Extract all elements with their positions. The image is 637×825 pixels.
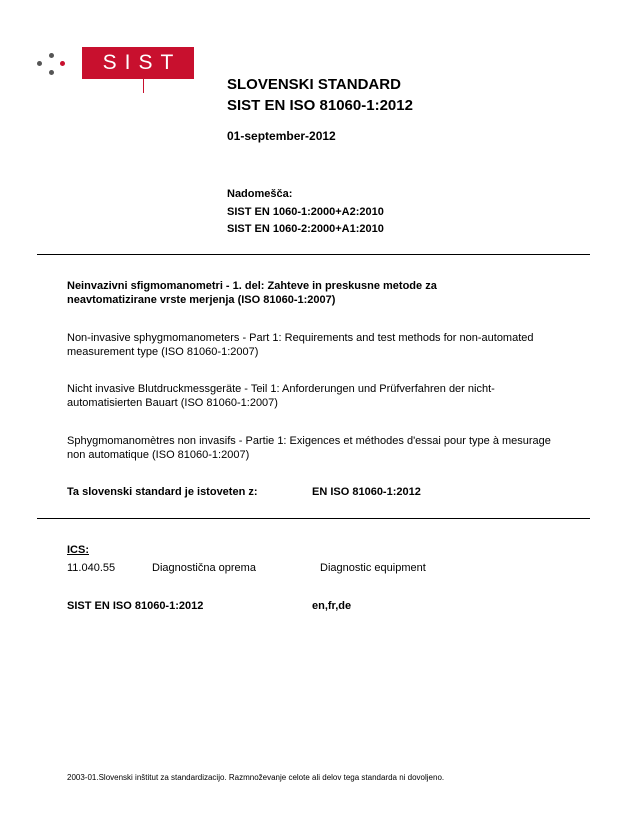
languages: en,fr,de (312, 600, 352, 612)
logo-divider (143, 79, 144, 93)
ics-label: ICS: (67, 544, 89, 556)
publication-date: 01-september-2012 (227, 129, 336, 143)
logo-dot-icon (60, 61, 65, 66)
logo-wordmark: SIST (82, 47, 194, 79)
title-slovenian: Neinvazivni sfigmomanometri - 1. del: Zahteve in preskusne metode za neavtomatizirane vrste merjenja (ISO 81060-1:2007) (67, 280, 437, 306)
identical-label: Ta slovenski standard je istoveten z: (67, 486, 258, 498)
ics-code: 11.040.55 (67, 562, 116, 574)
standard-id: SIST EN ISO 81060-1:2012 (67, 600, 204, 612)
replaces-label: Nadomešča: (227, 188, 293, 200)
title-french: Sphygmomanomètres non invasifs - Partie 1: Exigences et méthodes d'essai pour type à mesurage non automatique (ISO 81060-1:2007) (67, 435, 551, 461)
logo-dot-icon (49, 53, 54, 58)
title-german: Nicht invasive Blutdruckmessgeräte - Teil 1: Anforderungen und Prüfverfahren der nicht-automatisierten Bauart (ISO 81060-1:2007) (67, 383, 495, 409)
identical-value: EN ISO 81060-1:2012 (312, 486, 421, 498)
logo-dot-icon (49, 70, 54, 75)
copyright-notice: 2003-01.Slovenski inštitut za standardizacijo. Razmnoževanje celote ali delov tega standarda ni dovoljeno. (67, 773, 445, 782)
standard-number: SIST EN ISO 81060-1:2012 (227, 97, 413, 114)
divider (37, 518, 590, 519)
replaced-standard: SIST EN 1060-1:2000+A2:2010 (227, 206, 384, 218)
logo-dot-icon (37, 61, 42, 66)
sist-logo (35, 47, 182, 97)
divider (37, 254, 590, 255)
replaced-standard: SIST EN 1060-2:2000+A1:2010 (227, 223, 384, 235)
title-english: Non-invasive sphygmomanometers - Part 1: Requirements and test methods for non-automated measurement type (ISO 81060-1:2007) (67, 332, 534, 358)
standard-heading: SLOVENSKI STANDARD (227, 76, 401, 93)
ics-description-en: Diagnostic equipment (320, 562, 426, 574)
ics-description-sl: Diagnostična oprema (152, 562, 256, 574)
